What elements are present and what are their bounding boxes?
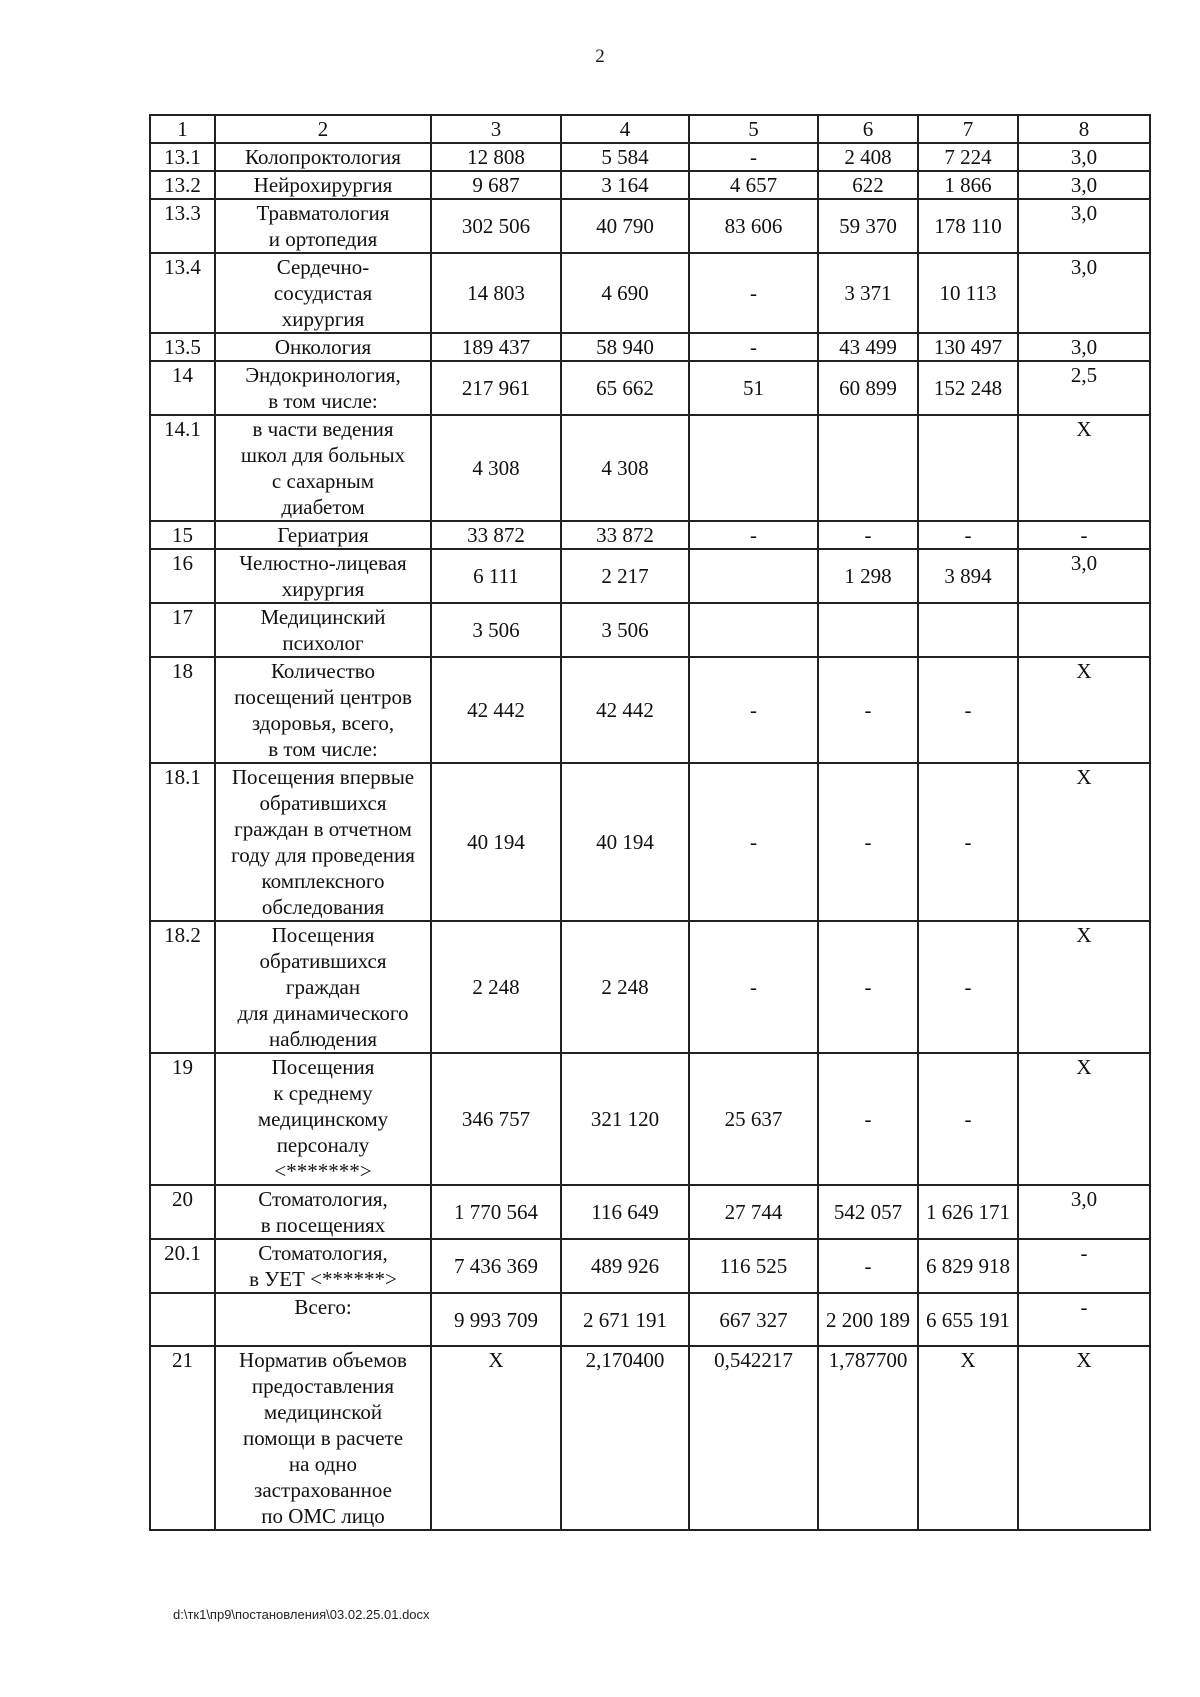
table-row — [150, 521, 1150, 549]
table-cell-col-5: 116 525 — [689, 1239, 818, 1293]
table-cell-col-4: 2,170400 — [561, 1346, 689, 1530]
table-cell-col-7: 10 113 — [918, 253, 1018, 333]
table-cell-col-4: 2 671 191 — [561, 1293, 689, 1346]
table-cell-col-4: 65 662 — [561, 361, 689, 415]
table-cell-col-3: 217 961 — [431, 361, 561, 415]
table-cell-col-2: Количество посещений центров здоровья, всего, в том числе: — [215, 657, 431, 763]
table-cell-col-5: 27 744 — [689, 1185, 818, 1239]
table-cell-col-3: 9 993 709 — [431, 1293, 561, 1346]
table-cell-col-3: 42 442 — [431, 657, 561, 763]
table-row — [150, 1053, 1150, 1185]
table-cell-col-8: X — [1018, 1053, 1150, 1185]
table-cell-col-6: 3 371 — [818, 253, 918, 333]
table-cell-col-6: 542 057 — [818, 1185, 918, 1239]
table-cell-col-4: 5 584 — [561, 143, 689, 171]
table-cell-col-3: 9 687 — [431, 171, 561, 199]
table-cell-col-1: 18.1 — [150, 763, 215, 921]
table-cell-col-4: 2 217 — [561, 549, 689, 603]
table-cell-col-6: 60 899 — [818, 361, 918, 415]
table-row — [150, 603, 1150, 657]
table-cell-col-5: - — [689, 763, 818, 921]
table-cell-col-8: - — [1018, 1239, 1150, 1293]
table-row — [150, 333, 1150, 361]
table-cell-col-7: 130 497 — [918, 333, 1018, 361]
table-cell-col-8: 3,0 — [1018, 333, 1150, 361]
table-cell-col-3: 6 111 — [431, 549, 561, 603]
table-cell-col-4: 40 194 — [561, 763, 689, 921]
table-cell-col-5: 51 — [689, 361, 818, 415]
table-cell-col-8: 3,0 — [1018, 199, 1150, 253]
table-cell-col-8: - — [1018, 1293, 1150, 1346]
table-cell-col-5 — [689, 603, 818, 657]
table-cell-col-7: - — [918, 657, 1018, 763]
table-cell-col-2: в части ведения школ для больных с сахарным диабетом — [215, 415, 431, 521]
table-cell-col-5: - — [689, 657, 818, 763]
table-cell-col-4: 58 940 — [561, 333, 689, 361]
table-cell-col-7: 1 626 171 — [918, 1185, 1018, 1239]
table-cell-col-6: 2 408 — [818, 143, 918, 171]
table-cell-col-7: - — [918, 521, 1018, 549]
table-cell-col-3: 33 872 — [431, 521, 561, 549]
table-cell-col-6: 59 370 — [818, 199, 918, 253]
table-cell-col-5: - — [689, 143, 818, 171]
page-number: 2 — [595, 46, 605, 67]
table-cell-col-1: 20.1 — [150, 1239, 215, 1293]
table-cell-col-6 — [818, 603, 918, 657]
table-cell-col-4: 116 649 — [561, 1185, 689, 1239]
table-cell-col-4: 4 308 — [561, 415, 689, 521]
table-cell-col-1: 1 — [150, 115, 215, 143]
table-row — [150, 921, 1150, 1053]
table-cell-col-2: Посещения к среднему медицинскому персоналу <*******> — [215, 1053, 431, 1185]
table-cell-col-7: 6 655 191 — [918, 1293, 1018, 1346]
table-cell-col-3: 2 248 — [431, 921, 561, 1053]
table-row — [150, 1346, 1150, 1530]
table-cell-col-8: X — [1018, 415, 1150, 521]
table-cell-col-5: - — [689, 333, 818, 361]
table-cell-col-3: X — [431, 1346, 561, 1530]
table-cell-col-2: Эндокринология, в том числе: — [215, 361, 431, 415]
table-cell-col-6: 43 499 — [818, 333, 918, 361]
table-cell-col-2: Посещения обратившихся граждан для динамического наблюдения — [215, 921, 431, 1053]
table-row — [150, 143, 1150, 171]
table-cell-col-3: 7 436 369 — [431, 1239, 561, 1293]
table-cell-col-3: 40 194 — [431, 763, 561, 921]
table-cell-col-8: 3,0 — [1018, 143, 1150, 171]
table-cell-col-8 — [1018, 603, 1150, 657]
table-cell-col-2: Гериатрия — [215, 521, 431, 549]
table-cell-col-7: 7 224 — [918, 143, 1018, 171]
table-cell-col-2: Колопроктология — [215, 143, 431, 171]
table-cell-col-7 — [918, 603, 1018, 657]
table-cell-col-6 — [818, 415, 918, 521]
table-cell-col-4: 321 120 — [561, 1053, 689, 1185]
table-cell-col-1: 20 — [150, 1185, 215, 1239]
table-row — [150, 199, 1150, 253]
table-cell-col-2: Стоматология, в УЕТ <******> — [215, 1239, 431, 1293]
table-cell-col-7: - — [918, 1053, 1018, 1185]
table-cell-col-4: 489 926 — [561, 1239, 689, 1293]
table-cell-col-1: 15 — [150, 521, 215, 549]
table-cell-col-2: Всего: — [215, 1293, 431, 1346]
table-row — [150, 657, 1150, 763]
table-cell-col-1: 16 — [150, 549, 215, 603]
table-cell-col-5: - — [689, 253, 818, 333]
table-row — [150, 763, 1150, 921]
table-cell-col-5: 4 657 — [689, 171, 818, 199]
table-cell-col-8: - — [1018, 521, 1150, 549]
table-cell-col-4: 3 506 — [561, 603, 689, 657]
table-row — [150, 415, 1150, 521]
table-cell-col-8: X — [1018, 1346, 1150, 1530]
table-cell-col-4: 4 690 — [561, 253, 689, 333]
table-cell-col-4: 40 790 — [561, 199, 689, 253]
table-cell-col-3: 302 506 — [431, 199, 561, 253]
table-cell-col-8: 3,0 — [1018, 253, 1150, 333]
table-cell-col-2: Стоматология, в посещениях — [215, 1185, 431, 1239]
table-cell-col-7: - — [918, 921, 1018, 1053]
table-cell-col-6: - — [818, 763, 918, 921]
table-row — [150, 1239, 1150, 1293]
table-cell-col-2: Посещения впервые обратившихся граждан в отчетном году для проведения комплексного обследования — [215, 763, 431, 921]
table-header-row — [150, 115, 1150, 143]
table-cell-col-7: X — [918, 1346, 1018, 1530]
table-cell-col-1: 18.2 — [150, 921, 215, 1053]
table-cell-col-5 — [689, 549, 818, 603]
table-cell-col-1: 19 — [150, 1053, 215, 1185]
table-cell-col-5: 83 606 — [689, 199, 818, 253]
table-cell-col-7 — [918, 415, 1018, 521]
table-cell-col-2: Челюстно-лицевая хирургия — [215, 549, 431, 603]
table-cell-col-1: 14 — [150, 361, 215, 415]
table-cell-col-6: 1 298 — [818, 549, 918, 603]
table-row — [150, 1293, 1150, 1346]
table-cell-col-1: 17 — [150, 603, 215, 657]
table-cell-col-3: 3 — [431, 115, 561, 143]
table-cell-col-5: - — [689, 921, 818, 1053]
table-cell-col-7: 3 894 — [918, 549, 1018, 603]
table-cell-col-5: 25 637 — [689, 1053, 818, 1185]
table-cell-col-1 — [150, 1293, 215, 1346]
table-cell-col-8: 3,0 — [1018, 171, 1150, 199]
table-cell-col-2: Травматология и ортопедия — [215, 199, 431, 253]
table-cell-col-1: 13.1 — [150, 143, 215, 171]
table-cell-col-6: - — [818, 1239, 918, 1293]
table-cell-col-4: 3 164 — [561, 171, 689, 199]
table-cell-col-5: 667 327 — [689, 1293, 818, 1346]
table-cell-col-6: - — [818, 521, 918, 549]
table-cell-col-5 — [689, 415, 818, 521]
table-row — [150, 361, 1150, 415]
table-cell-col-8: 3,0 — [1018, 549, 1150, 603]
table-row — [150, 171, 1150, 199]
table-cell-col-8: X — [1018, 657, 1150, 763]
table-cell-col-2: Норматив объемов предоставления медицинской помощи в расчете на одно застрахованное по ОМС лицо — [215, 1346, 431, 1530]
table-cell-col-2: 2 — [215, 115, 431, 143]
table-cell-col-8: X — [1018, 921, 1150, 1053]
table-cell-col-6: 622 — [818, 171, 918, 199]
table-cell-col-3: 14 803 — [431, 253, 561, 333]
table-cell-col-3: 12 808 — [431, 143, 561, 171]
table-cell-col-8: 2,5 — [1018, 361, 1150, 415]
table-cell-col-7: 7 — [918, 115, 1018, 143]
table-cell-col-1: 13.2 — [150, 171, 215, 199]
table-cell-col-7: 178 110 — [918, 199, 1018, 253]
table-cell-col-7: - — [918, 763, 1018, 921]
table-row — [150, 549, 1150, 603]
table-cell-col-1: 13.3 — [150, 199, 215, 253]
table-cell-col-3: 4 308 — [431, 415, 561, 521]
table-cell-col-1: 18 — [150, 657, 215, 763]
table-cell-col-2: Медицинский психолог — [215, 603, 431, 657]
table-cell-col-4: 33 872 — [561, 521, 689, 549]
table-cell-col-5: - — [689, 521, 818, 549]
table-cell-col-4: 2 248 — [561, 921, 689, 1053]
table-cell-col-6: - — [818, 921, 918, 1053]
table-cell-col-2: Нейрохирургия — [215, 171, 431, 199]
table-cell-col-3: 189 437 — [431, 333, 561, 361]
data-table — [149, 114, 1151, 1531]
table-cell-col-5: 5 — [689, 115, 818, 143]
table-cell-col-3: 3 506 — [431, 603, 561, 657]
table-cell-col-7: 152 248 — [918, 361, 1018, 415]
table-cell-col-8: 3,0 — [1018, 1185, 1150, 1239]
table-cell-col-7: 6 829 918 — [918, 1239, 1018, 1293]
table-row — [150, 253, 1150, 333]
table-cell-col-8: 8 — [1018, 115, 1150, 143]
table-cell-col-6: - — [818, 1053, 918, 1185]
table-cell-col-6: 6 — [818, 115, 918, 143]
table-cell-col-7: 1 866 — [918, 171, 1018, 199]
table-cell-col-4: 42 442 — [561, 657, 689, 763]
table-cell-col-2: Онкология — [215, 333, 431, 361]
table-cell-col-3: 346 757 — [431, 1053, 561, 1185]
table-cell-col-4: 4 — [561, 115, 689, 143]
file-path-footer: d:\тк1\пр9\постановления\03.02.25.01.docx — [173, 1607, 430, 1622]
table-cell-col-1: 13.4 — [150, 253, 215, 333]
table-cell-col-2: Сердечно- сосудистая хирургия — [215, 253, 431, 333]
table-cell-col-6: - — [818, 657, 918, 763]
table-cell-col-6: 2 200 189 — [818, 1293, 918, 1346]
table-cell-col-8: X — [1018, 763, 1150, 921]
table-cell-col-1: 21 — [150, 1346, 215, 1530]
table-cell-col-1: 14.1 — [150, 415, 215, 521]
table-cell-col-6: 1,787700 — [818, 1346, 918, 1530]
table-cell-col-5: 0,542217 — [689, 1346, 818, 1530]
table-cell-col-1: 13.5 — [150, 333, 215, 361]
table-cell-col-3: 1 770 564 — [431, 1185, 561, 1239]
table-row — [150, 1185, 1150, 1239]
